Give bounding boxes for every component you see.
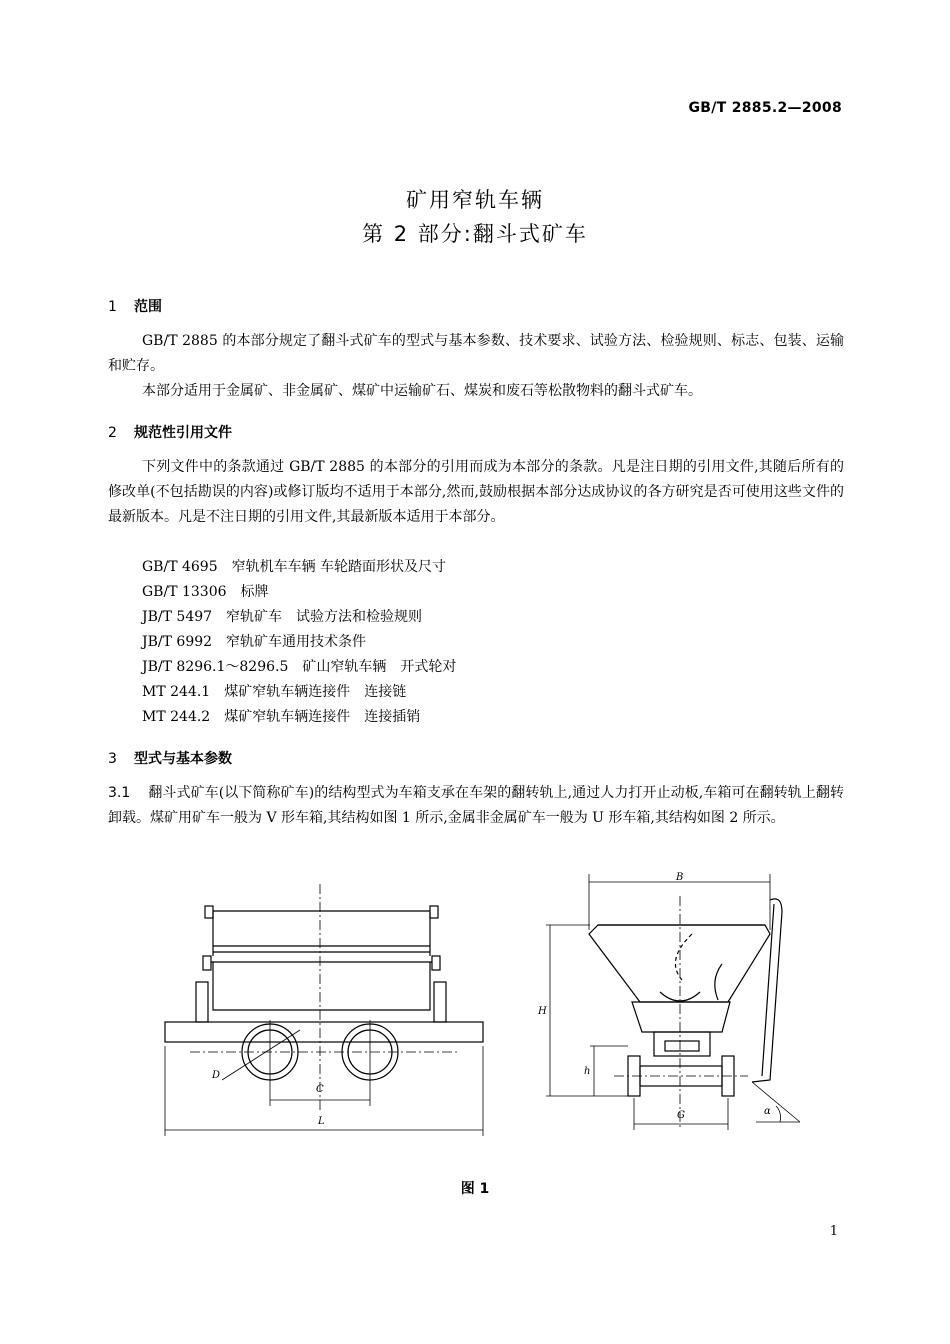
reference-item: JB/T 8296.1～8296.5 矿山窄轨车辆 开式轮对 xyxy=(142,659,457,675)
section-1-paragraph-2: 本部分适用于金属矿、非金属矿、煤矿中运输矿石、煤炭和废石等松散物料的翻斗式矿车。 xyxy=(142,383,702,399)
reference-item: JB/T 6992 窄轨矿车通用技术条件 xyxy=(142,634,367,650)
section-3-title: 型式与基本参数 xyxy=(134,751,232,767)
section-1-number: 1 xyxy=(108,299,117,315)
title-line-2: 第 2 部分:翻斗式矿车 xyxy=(362,222,588,246)
label-alpha: α xyxy=(764,1106,771,1117)
label-L: L xyxy=(318,1116,325,1127)
title-line-1: 矿用窄轨车辆 xyxy=(406,188,544,212)
side-view xyxy=(165,884,483,1136)
reference-item: GB/T 13306 标牌 xyxy=(142,584,269,600)
section-1-paragraph-1: GB/T 2885 的本部分规定了翻斗式矿车的型式与基本参数、技术要求、试验方法、检验规则、标志、包装、运输和贮存。 xyxy=(108,333,844,374)
page-number: 1 xyxy=(829,1224,838,1239)
section-1-title: 范围 xyxy=(134,299,162,315)
section-2-title: 规范性引用文件 xyxy=(134,425,232,441)
reference-item: MT 244.1 煤矿窄轨车辆连接件 连接链 xyxy=(142,684,407,700)
section-2-number: 2 xyxy=(108,425,117,441)
label-D: D xyxy=(212,1070,221,1081)
label-G: G xyxy=(677,1110,685,1121)
end-view xyxy=(546,874,800,1130)
standard-code: GB/T 2885.2—2008 xyxy=(688,100,842,116)
reference-item: GB/T 4695 窄轨机车车辆 车轮踏面形状及尺寸 xyxy=(142,559,447,575)
label-C: C xyxy=(316,1084,324,1095)
reference-item: MT 244.2 煤矿窄轨车辆连接件 连接插销 xyxy=(142,709,421,725)
section-2-paragraph-1: 下列文件中的条款通过 GB/T 2885 的本部分的引用而成为本部分的条款。凡是注日期的引用文件,其随后所有的修改单(不包括勘误的内容)或修订版均不适用于本部分,然而,鼓励根据本部分达成协议的各方研究是否可使用这些文件的最新版本。凡是不注日期的引用文件,其最新版本适用于本部分。 xyxy=(108,459,844,525)
label-B: B xyxy=(676,872,684,883)
label-H: H xyxy=(538,1006,547,1017)
section-3-number: 3 xyxy=(108,751,117,767)
label-h: h xyxy=(584,1066,591,1077)
figure-caption: 图 1 xyxy=(460,1181,490,1197)
clause-3-1-number: 3.1 xyxy=(108,785,131,801)
reference-item: JB/T 5497 窄轨矿车 试验方法和检验规则 xyxy=(142,609,423,625)
clause-3-1-text: 翻斗式矿车(以下简称矿车)的结构型式为车箱支承在车架的翻转轨上,通过人力打开止动板,车箱可在翻转轨上翻转卸载。煤矿用矿车一般为 V 形车箱,其结构如图 1 所示,金属非金属矿车一般为 U 形车箱,其结构如图 2 所示。 xyxy=(108,785,844,826)
